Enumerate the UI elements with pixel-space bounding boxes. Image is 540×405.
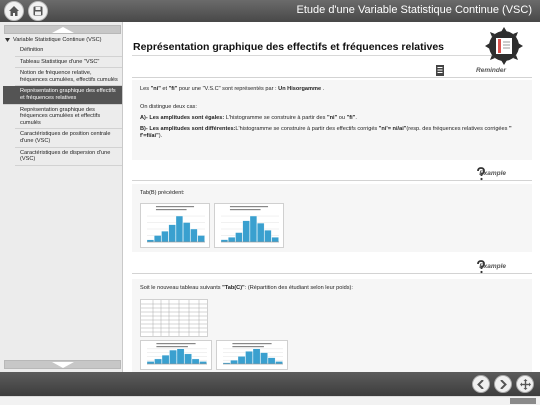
histogram-bar [154,236,161,242]
text: (resp. des fréquences relatives corrigées [406,126,510,132]
histogram-bar [177,349,184,364]
chart-title-line [232,346,264,347]
sidebar-item-frequence[interactable] [15,68,122,86]
sidebar-item-dispersion[interactable] [15,148,122,166]
table-c-thumbnail[interactable] [140,299,208,337]
fullscreen-icon [520,379,531,390]
chart-title-line [156,209,187,210]
table-image [141,300,207,336]
text: Soit le nouveau tableau suivants [140,285,223,291]
example1-header [132,167,532,181]
histogram-bar [169,225,176,242]
reminder-box [132,80,532,160]
text: L'histogramme se construire à partir des [224,115,327,121]
fullscreen-button[interactable] [516,375,534,393]
book-icon [484,26,524,66]
chart-title-line [232,343,271,344]
text: A)- Les amplitudes sont égales: [140,115,225,121]
example1-label: Example [479,170,506,177]
histogram-bar [243,221,250,242]
histogram-bar [183,223,190,242]
chart-title-line [156,206,194,207]
sidebar-item-label: Notion de fréquence relative, fréquences cumulées, effectifs cumulés [20,70,118,83]
sidebar-item-label: Caractéristiques de dispersion d'une (VSC) [20,149,111,163]
histogram-bar [250,216,257,242]
caret-down-icon [5,38,10,42]
text: pour une "V.S.C" sont représentés par : [177,86,279,92]
text: B)- Les amplitudes sont différentes: [140,126,236,132]
sidebar-scroll-up[interactable] [4,25,121,34]
chart-title-line [156,343,195,344]
text: "ni" [150,86,161,92]
histogram-thumbnail-3[interactable] [140,340,212,370]
histogram-bar [228,237,235,242]
text: ). [158,133,163,139]
histogram-bar [238,356,245,364]
histogram-bar [185,354,192,364]
text: : (Répartition des étudiant selon leur poids): [244,285,353,291]
example2-label: Example [479,263,506,270]
home-icon [8,5,20,17]
histogram-bar [272,237,279,242]
title-bar [0,0,540,22]
text: "Tab(C)" [222,285,245,291]
histogram-chart [215,204,283,247]
app-title: Etude d'une Variable Statistique Continue (VSC) [296,4,532,16]
histogram-bar [261,353,268,364]
chart-title-line [230,206,268,207]
text: "ni'= ni/ai" [378,126,407,132]
save-button[interactable] [28,1,48,21]
text: . [355,115,357,121]
histogram-bar [147,361,154,364]
histogram-bar [198,236,205,242]
text: "fi" [346,115,356,121]
text: Un Hisorgamme [278,86,322,92]
sidebar-item-definition[interactable] [15,45,122,57]
reminder-case-b [140,126,524,140]
histogram-bar [265,230,272,242]
example1-text: Tab(B) précédent: [140,190,185,196]
reminder-p1: Les "ni" et "fi" pour une "V.S.C" sont représentés par : Un Hisorgamme . [140,86,325,92]
chevron-down-icon [52,362,74,368]
histogram-thumbnail-1[interactable] [140,203,210,248]
reminder-label: Reminder [476,67,506,74]
sidebar-item-position-centrale[interactable] [15,129,122,147]
sidebar-item-tableau[interactable] [15,57,122,69]
sidebar-scroll-down[interactable] [4,360,121,369]
content-area [124,22,540,372]
histogram-bar [176,216,183,242]
title-divider [132,55,492,56]
example2-text [140,285,524,292]
text: "ni" [326,115,338,121]
histogram-bar [257,223,264,242]
sidebar-item-label: Représentation graphique des fréquences cumulées et effectifs cumulés [20,106,101,126]
reminder-p2: On distingue deux cas: [140,104,197,110]
histogram-chart [141,204,209,247]
text: Les [140,86,151,92]
next-button[interactable] [494,375,512,393]
reminder-header [132,64,532,78]
histogram-bar [236,233,243,242]
histogram-bar [155,359,162,364]
previous-button[interactable] [472,375,490,393]
histogram-bar [162,231,169,242]
chart-title-line [156,346,188,347]
sidebar-root-label: Variable Statistique Continue (VSC) [13,37,102,43]
bottom-nav-bar [0,372,540,396]
histogram-bar [221,240,228,242]
histogram-bar [200,361,207,364]
notepad-icon [434,64,446,77]
text: ou [337,115,347,121]
histogram-bar [147,240,154,242]
sidebar-root[interactable] [3,35,122,45]
chevron-left-icon [477,380,485,389]
histogram-bar [276,361,283,364]
text: "fi" [168,86,178,92]
histogram-bar [253,349,260,364]
sidebar-list [3,35,122,166]
text: et [160,86,169,92]
text: " f'=fi/ai" [140,126,512,139]
histogram-bar [192,359,199,364]
histogram-thumbnail-4[interactable] [216,340,288,370]
chart-title-line [230,209,261,210]
sidebar-item-label: Définition [20,47,44,53]
sidebar-item-label: Représentation graphique des effectifs et fréquences relatives [20,88,116,101]
chevron-right-icon [499,380,507,389]
histogram-chart [141,341,211,369]
sidebar-item-label: Caractéristiques de position centrale d'une (VSC) [20,131,111,144]
home-button[interactable] [4,1,24,21]
histogram-chart [217,341,287,369]
example2-header [132,260,532,274]
page-title: Représentation graphique des effectifs et fréquences relatives [133,41,445,53]
text: L'histogramme se construire à partir des effectifs corrigés [235,126,379,132]
footer [0,396,540,405]
histogram-bar [231,360,238,364]
sidebar-item-label: Tableau Statistique d'une "VSC" [20,58,100,65]
reminder-case-a [140,115,524,122]
histogram-bar [268,358,275,364]
save-icon [32,5,44,17]
sidebar [0,22,123,372]
chevron-up-icon [52,27,74,33]
license-badge [510,398,536,404]
histogram-bar [246,351,253,364]
sidebar-item-representation-cumulees[interactable] [15,105,122,130]
histogram-bar [162,355,169,364]
histogram-thumbnail-2[interactable] [214,203,284,248]
sidebar-item-representation-effectifs[interactable] [3,86,122,104]
histogram-bar [170,350,177,364]
histogram-bar [191,229,198,242]
